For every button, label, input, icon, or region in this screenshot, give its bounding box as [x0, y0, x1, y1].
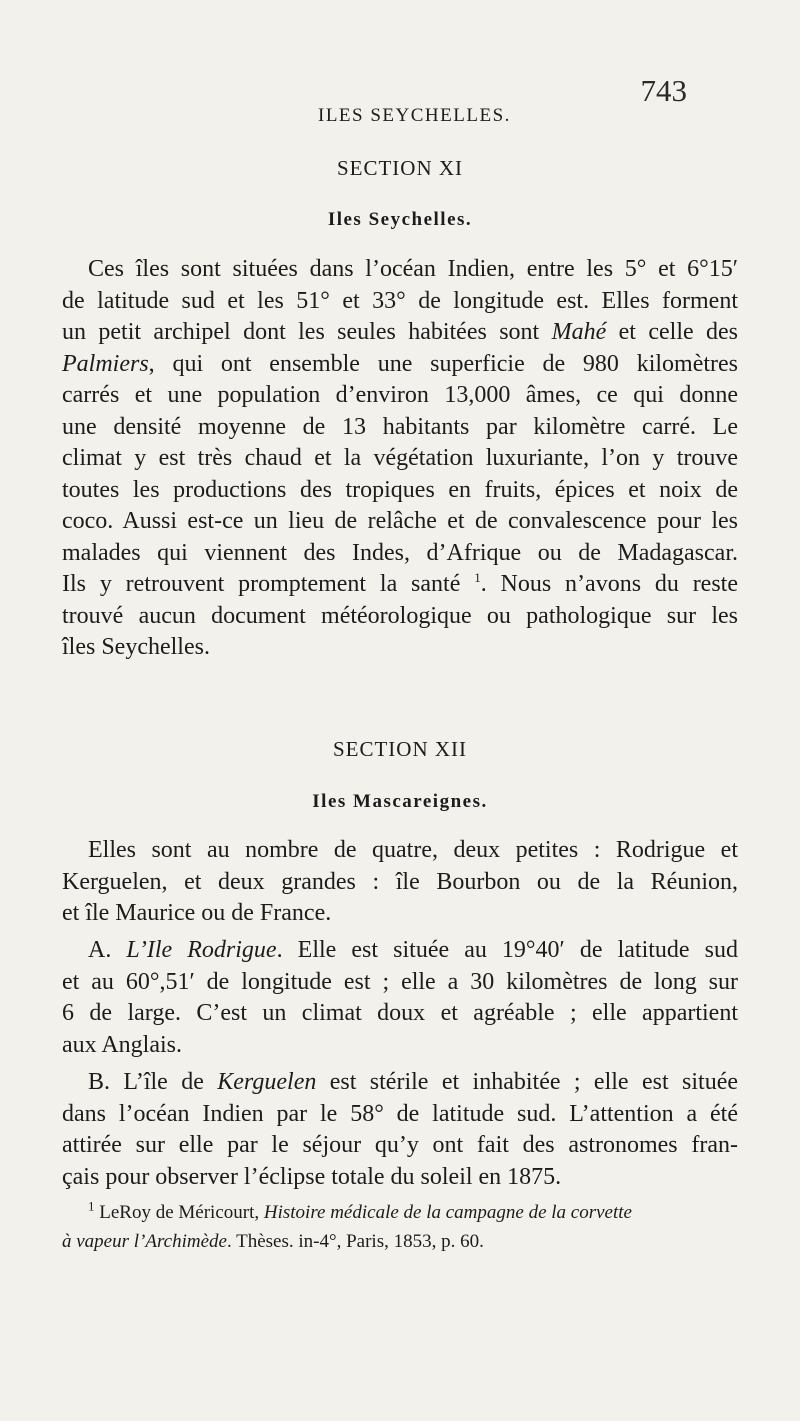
- section-xii-heading: SECTION XII: [332, 737, 468, 761]
- footnote-author: LeRoy de Méricourt,: [94, 1202, 264, 1223]
- item-label-b: B. L’île de: [88, 1069, 218, 1095]
- text-line: de latitude sud et les 51° et 33° de longitude est. Elles forment: [62, 287, 738, 314]
- text-line: carrés et une population d’environ 13,000 âmes, ce qui donne: [62, 382, 738, 408]
- text-line: 6 de large. C’est un climat doux et agréable ; elle appartient: [62, 1000, 738, 1026]
- text-line: Elles sont au nombre de quatre, deux petites : Rodrigue et: [88, 837, 738, 863]
- text-line: malades qui viennent des Indes, d’Afrique ou de Madagascar.: [62, 539, 738, 566]
- mascareignes-intro-paragraph: [62, 835, 738, 930]
- page-header: [0, 60, 800, 126]
- footnote-title-cont: à vapeur l’Archimède: [62, 1231, 227, 1252]
- kerguelen-paragraph: [62, 1067, 738, 1193]
- footnote-ref: 1: [474, 570, 481, 585]
- text-line: et celle des: [606, 319, 739, 345]
- text-line: . Elle est située au 19°40′ de latitude sud: [276, 937, 738, 963]
- text-line: un petit archipel dont les seules habitées sont: [62, 319, 552, 345]
- text-line: une densité moyenne de 13 habitants par kilomètre carré. Le: [62, 413, 738, 440]
- footnote-title: Histoire médicale de la campagne de la corvette: [263, 1202, 632, 1223]
- text-line: toutes les productions des tropiques en fruits, épices et noix de: [62, 476, 738, 503]
- text-line: climat y est très chaud et la végétation luxuriante, l’on y trouve: [62, 445, 738, 471]
- text-line: dans l’océan Indien par le 58° de latitude sud. L’attention a été: [62, 1100, 738, 1127]
- section-xii-title: Iles Mascareignes.: [312, 791, 488, 812]
- text-line: . Nous n’avons du reste: [480, 571, 738, 597]
- footnote: [62, 1198, 738, 1256]
- text-line: îles Seychelles.: [62, 634, 210, 660]
- text-line: çais pour observer l’éclipse totale du soleil en 1875.: [62, 1163, 562, 1190]
- place-name-palmiers: Palmiers: [62, 350, 149, 377]
- text-line: Ils y retrouvent promptement la santé: [62, 571, 475, 597]
- place-name-rodrigue: L’Ile Rodrigue: [126, 937, 277, 963]
- text-line: Ces îles sont situées dans l’océan Indien, entre les 5° et 6°15′: [88, 256, 738, 282]
- rodrigue-paragraph: [62, 935, 738, 1061]
- text-line: , qui ont ensemble une superficie de 980 kilomètres: [148, 350, 738, 377]
- place-name-mahe: Mahé: [551, 319, 607, 345]
- text-line: aux Anglais.: [62, 1031, 182, 1058]
- running-title: ILES SEYCHELLES.: [318, 105, 511, 126]
- text-line: attirée sur elle par le séjour qu’y ont fait des astronomes fran-: [62, 1132, 738, 1158]
- footnote-number: 1: [88, 1198, 95, 1214]
- place-name-kerguelen: Kerguelen: [217, 1069, 317, 1095]
- text-line: est stérile et inhabitée ; elle est située: [316, 1069, 738, 1095]
- text-line: Kerguelen, et deux grandes : île Bourbon ou de la Réunion,: [62, 868, 738, 895]
- text-line: coco. Aussi est-ce un lieu de relâche et de convalescence pour les: [62, 508, 738, 534]
- section-xi-heading: SECTION XI: [336, 156, 464, 180]
- text-line: et île Maurice ou de France.: [62, 900, 332, 926]
- page-number: 743: [640, 73, 687, 108]
- text-line: et au 60°,51′ de longitude est ; elle a 30 kilomètres de long sur: [62, 968, 738, 995]
- item-label-a: A.: [88, 937, 127, 963]
- footnote-rest: . Thèses. in-4°, Paris, 1853, p. 60.: [226, 1231, 484, 1252]
- section-xi-title: Iles Seychelles.: [327, 209, 473, 230]
- text-line: trouvé aucun document météorologique ou pathologique sur les: [62, 602, 738, 629]
- seychelles-paragraph: [62, 254, 738, 664]
